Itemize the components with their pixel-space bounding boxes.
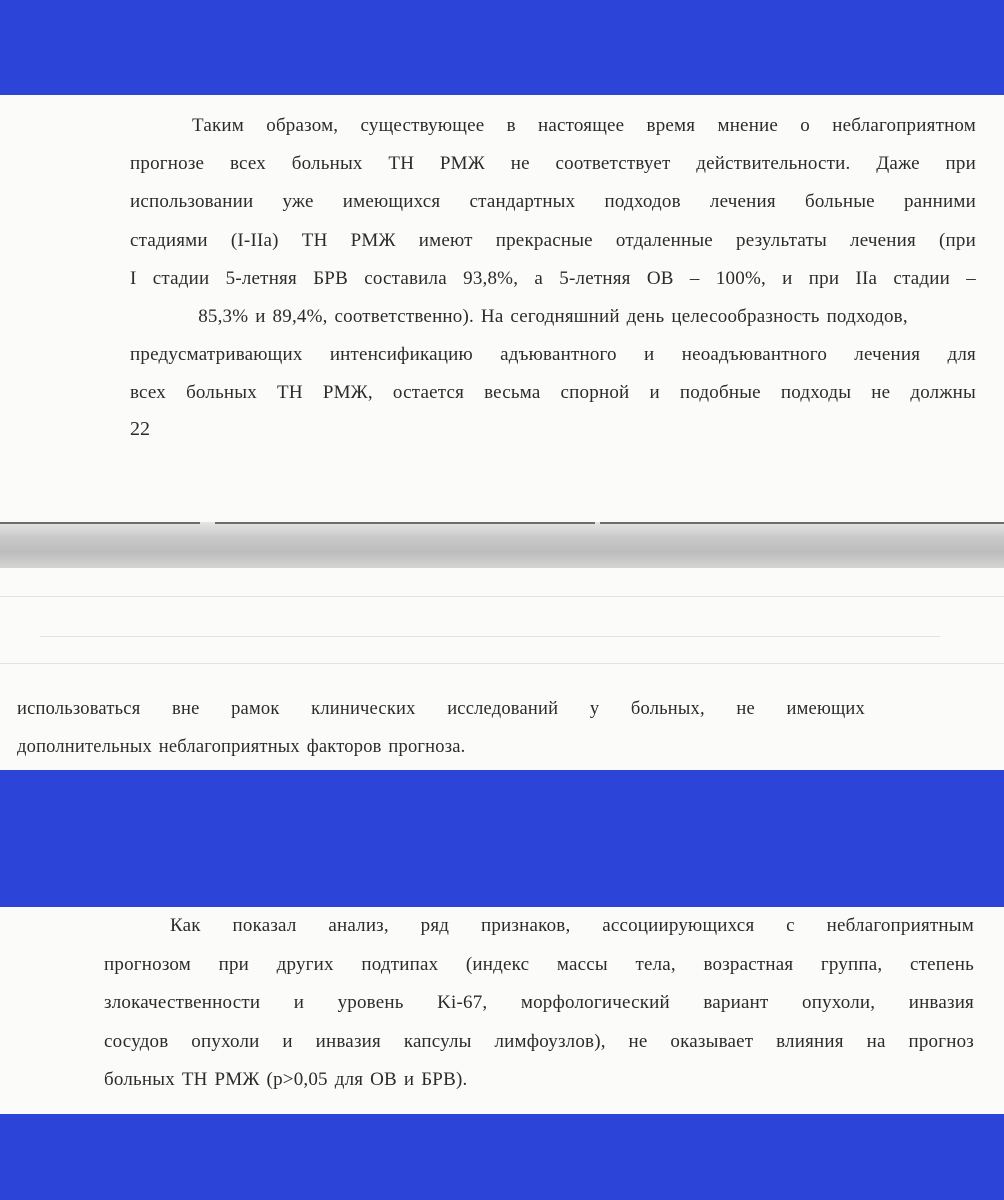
seam-edge (600, 522, 1004, 524)
scan-artifact (40, 636, 940, 637)
paragraph-continuation (17, 690, 865, 766)
text-line: больных ТН РМЖ (p>0,05 для ОВ и БРВ). (104, 1069, 468, 1090)
paragraph-conclusion (130, 107, 976, 413)
text-line: прогнозе всех больных ТН РМЖ не соответствует действительности. Даже при (130, 153, 976, 175)
text-line: дополнительных неблагоприятных факторов прогноза. (17, 737, 466, 757)
text-line: прогнозом при других подтипах (индекс массы тела, возрастная группа, степень (104, 953, 974, 975)
text-line: всех больных ТН РМЖ, остается весьма спорной и подобные подходы не должны (130, 382, 976, 404)
text-line: Как показал анализ, ряд признаков, ассоциирующихся с неблагоприятным (170, 915, 974, 936)
text-line: Таким образом, существующее в настоящее время мнение о неблагоприятном (192, 115, 976, 136)
document-fragment-3 (0, 907, 1004, 1114)
seam-edge (215, 522, 595, 524)
text-line: I стадии 5-летняя БРВ составила 93,8%, а 5-летняя ОВ – 100%, и при IIa стадии – (130, 267, 976, 289)
document-fragment-1 (0, 95, 1004, 525)
text-line: 85,3% и 89,4%, соответственно). На сегодняшний день целесообразность подходов, (198, 306, 908, 328)
text-line: использовании уже имеющихся стандартных подходов лечения больные ранними (130, 191, 976, 213)
text-line: использоваться вне рамок клинических исследований у больных, не имеющих (17, 699, 865, 719)
paragraph-analysis (104, 907, 974, 1100)
page-number: 22 (130, 418, 150, 440)
text-line: стадиями (I-IIa) ТН РМЖ имеют прекрасные отдаленные результаты лечения (при (130, 229, 976, 251)
text-line: злокачественности и уровень Ki-67, морфологический вариант опухоли, инвазия (104, 992, 974, 1013)
text-line: сосудов опухоли и инвазия капсулы лимфоузлов), не оказывает влияния на прогноз (104, 1030, 974, 1052)
document-fragment-2 (0, 568, 1004, 770)
seam-edge (0, 522, 200, 524)
scan-artifact (0, 596, 1004, 597)
scan-artifact (0, 663, 1004, 664)
text-line: предусматривающих интенсификацию адъювантного и неоадъювантного лечения для (130, 344, 976, 366)
page-seam (0, 522, 1004, 572)
